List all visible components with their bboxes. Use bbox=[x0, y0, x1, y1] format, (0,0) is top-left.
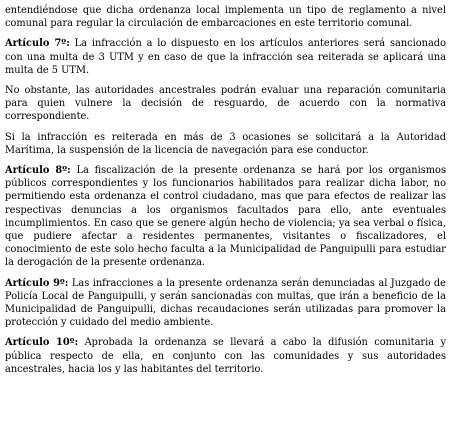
paragraph-continuation bbox=[5, 4, 446, 30]
paragraph-text: Si la infracción es reiterada en más de 3 ocasiones se solicitará a la Autoridad Marítima, la suspensión de la licencia de navegación para ese conductor. bbox=[5, 131, 446, 156]
article-10-label: Artículo 10º: bbox=[5, 337, 79, 349]
article-10-text: Aprobada la ordenanza se llevará a cabo la difusión comunitaria y pública respecto de ella, en conjunto con las comunidades y sus autoridades ancestrales, hacia los y las habitantes del territorio. bbox=[5, 337, 446, 375]
article-7 bbox=[5, 37, 446, 77]
paragraph-text: entendiéndose que dicha ordenanza local implementa un tipo de reglamento a nivel comunal para regular la circulación de embarcaciones en este territorio comunal. bbox=[5, 5, 446, 30]
article-9-text: Las infracciones a la presente ordenanza serán denunciadas al Juzgado de Policía Local de Panguipulli, y serán sancionadas con multas, que irán a beneficio de la Municipalidad de Panguipulli, dichas recaudaciones serán utilizadas para promover la protección y cuidado del medio ambiente. bbox=[5, 277, 446, 329]
article-9 bbox=[5, 277, 446, 330]
article-8-text: La fiscalización de la presente ordenanza se hará por los organismos públicos correspondientes y los funcionarios habilitados para realizar dicha labor, no permitiendo esta ordenanza el control ciudadano, mas que para efectos de realizar las respectivas denuncias a los organismos facultados para ello, ante eventuales incumplimientos. En caso que se genere algún hecho de violencia; ya sea verbal o física, que pudiere afectar a residentes permanentes, visitantes o fiscalizadores, el conocimiento de este solo hecho faculta a la Municipalidad de Panguipulli para estudiar la derogación de la presente ordenanza. bbox=[5, 165, 446, 269]
article-8-label: Artículo 8º: bbox=[5, 165, 71, 177]
paragraph-reparacion bbox=[5, 84, 446, 124]
document-page bbox=[5, 4, 446, 383]
paragraph-reiteracion bbox=[5, 131, 446, 157]
article-8 bbox=[5, 164, 446, 270]
article-9-label: Artículo 9º: bbox=[5, 277, 69, 289]
article-7-label: Artículo 7º: bbox=[5, 38, 70, 50]
article-7-text: La infracción a lo dispuesto en los artículos anteriores será sancionado con una multa de 3 UTM y en caso de que la infracción sea reiterada se aplicará una multa de 5 UTM. bbox=[5, 38, 446, 76]
article-10 bbox=[5, 336, 446, 376]
paragraph-text: No obstante, las autoridades ancestrales podrán evaluar una reparación comunitaria para quien vulnere la decisión de resguardo, de acuerdo con la normativa correspondiente. bbox=[5, 85, 446, 123]
